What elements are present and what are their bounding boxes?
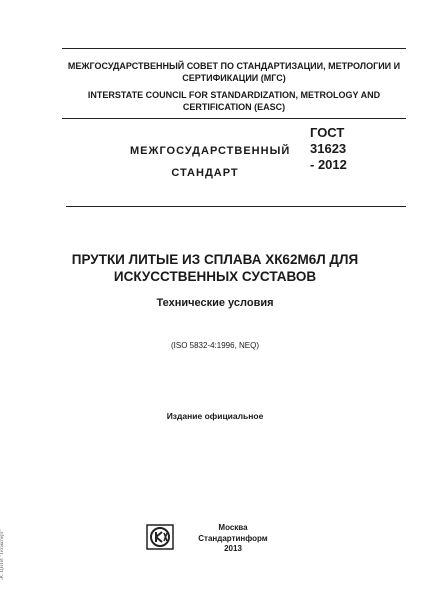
council-ru-line2: СЕРТИФИКАЦИИ (МГС) [182,73,286,83]
council-name-en [64,89,404,113]
gost-code [310,125,347,173]
council-ru-line1: МЕЖГОСУДАРСТВЕННЫЙ СОВЕТ ПО СТАНДАРТИЗАЦИИ, МЕТРОЛОГИИ И [67,61,401,71]
standartinform-logo-icon [146,524,174,550]
publisher-block [178,523,288,555]
side-stamp: ЭС ЦНТИ "Техэксперт" [0,529,5,581]
header-rule [62,118,406,119]
standard-type-line1: МЕЖГОСУДАРСТВЕННЫЙ [130,145,291,157]
document-title-line1: ПРУТКИ ЛИТЫЕ ИЗ СПЛАВА ХК62М6Л ДЛЯ [71,252,359,267]
council-name-ru [64,60,404,84]
standard-type [130,145,291,179]
document-title [40,251,390,285]
publisher-year: 2013 [224,544,242,553]
publisher-city: Москва [218,523,248,532]
gost-code-line1: ГОСТ [310,125,345,140]
publisher-name: Стандартинформ [198,533,268,543]
document-title-line2: ИСКУССТВЕННЫХ СУСТАВОВ [113,269,317,284]
council-en-line2: CERTIFICATION (EASC) [182,102,286,112]
council-en-line1: INTERSTATE COUNCIL FOR STANDARDIZATION, METROLOGY AND [87,90,381,100]
standard-type-line2: СТАНДАРТ [171,167,239,179]
gost-code-line3: - 2012 [310,157,347,172]
iso-reference: (ISO 5832-4:1996, NEQ) [170,341,260,350]
top-rule [62,48,406,49]
title-block-rule [66,206,406,207]
gost-code-line2: 31623 [310,141,347,156]
document-subtitle: Технические условия [156,297,274,309]
edition-label: Издание официальное [166,411,264,421]
